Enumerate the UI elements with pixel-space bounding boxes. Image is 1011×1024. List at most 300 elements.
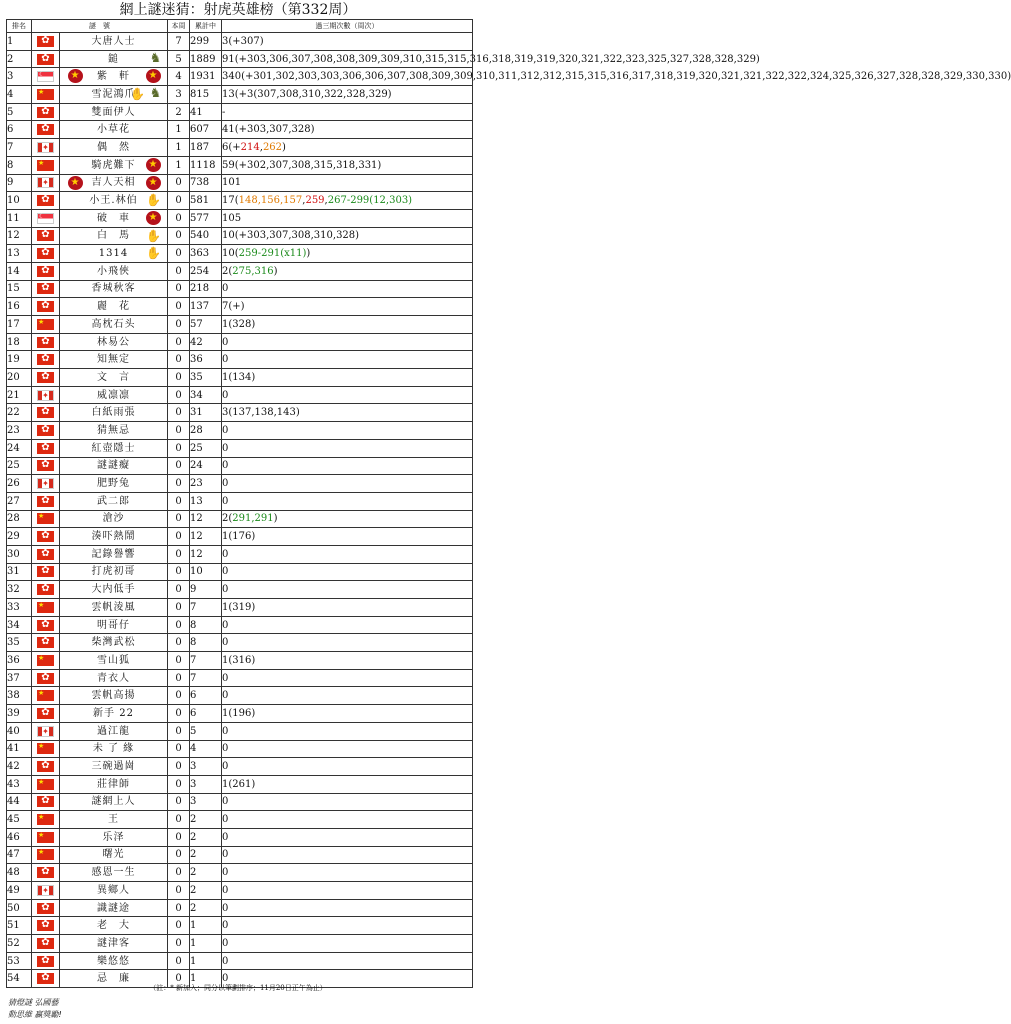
name-cell [60, 669, 168, 687]
flag-cell [32, 935, 60, 953]
name-cell [60, 386, 168, 404]
table-row [7, 705, 473, 723]
name-cell [60, 227, 168, 245]
hong-kong-flag-icon [37, 708, 54, 719]
player-name: 小王.林伯 [89, 195, 138, 207]
history-cell [222, 139, 473, 157]
table-row [7, 669, 473, 687]
name-cell [60, 775, 168, 793]
player-name: 林易公 [97, 336, 130, 348]
player-name: 雙面伊人 [91, 106, 136, 118]
history-cell [222, 245, 473, 263]
flag-cell [32, 86, 60, 104]
name-cell [60, 492, 168, 510]
total-score-cell: 137 [190, 298, 222, 316]
flag-cell [32, 864, 60, 882]
header-week: 本周 [168, 20, 190, 33]
history-segment: 0 [222, 761, 229, 773]
rank-cell: 39 [7, 705, 32, 723]
player-name: 樂悠悠 [97, 955, 130, 967]
rank-cell: 33 [7, 599, 32, 617]
rank-cell: 46 [7, 828, 32, 846]
total-score-cell: 8 [190, 616, 222, 634]
week-score-cell: 0 [168, 404, 190, 422]
china-flag-icon [37, 690, 54, 701]
week-score-cell: 0 [168, 475, 190, 493]
hong-kong-flag-icon [37, 407, 54, 418]
flag-cell [32, 50, 60, 68]
week-score-cell: 0 [168, 599, 190, 617]
week-score-cell: 0 [168, 227, 190, 245]
flag-cell [32, 333, 60, 351]
rank-cell: 27 [7, 492, 32, 510]
total-score-cell: 41 [190, 103, 222, 121]
hong-kong-flag-icon [37, 354, 54, 365]
name-cell [60, 581, 168, 599]
history-segment: ) [282, 141, 286, 153]
table-row [7, 758, 473, 776]
history-cell [222, 705, 473, 723]
player-name: 騎虎難下 [91, 159, 136, 171]
name-cell [60, 528, 168, 546]
name-cell [60, 333, 168, 351]
rank-cell: 25 [7, 457, 32, 475]
total-score-cell: 7 [190, 669, 222, 687]
rank-cell: 1 [7, 33, 32, 51]
hong-kong-flag-icon [37, 584, 54, 595]
dragon-icon [147, 51, 165, 67]
week-score-cell: 0 [168, 775, 190, 793]
history-segment: - [222, 106, 226, 118]
rank-cell: 2 [7, 50, 32, 68]
total-score-cell: 4 [190, 740, 222, 758]
total-score-cell: 2 [190, 828, 222, 846]
history-segment: 148,156,157 [238, 195, 303, 207]
singapore-flag-icon [37, 213, 54, 224]
name-cell [60, 68, 168, 86]
history-cell [222, 599, 473, 617]
history-segment: 7(+) [222, 301, 245, 313]
player-name: 破 車 [97, 212, 130, 224]
rank-cell: 11 [7, 209, 32, 227]
name-cell [60, 510, 168, 528]
hong-kong-flag-icon [37, 301, 54, 312]
total-score-cell: 10 [190, 563, 222, 581]
name-cell [60, 156, 168, 174]
history-segment: 340(+301,302,303,303,306,306,307,308,309,309,310,311,312,312,315,315,316,317,318,319,320,321,321,322,322,324,325,326,327,328,328,329,330,330) [222, 71, 1011, 83]
total-score-cell: 6 [190, 687, 222, 705]
name-cell [60, 422, 168, 440]
history-cell [222, 280, 473, 298]
flag-cell [32, 722, 60, 740]
flag-cell [32, 386, 60, 404]
name-cell [60, 103, 168, 121]
hong-kong-flag-icon [37, 531, 54, 542]
table-row [7, 952, 473, 970]
table-row [7, 439, 473, 457]
history-cell [222, 156, 473, 174]
flag-cell [32, 899, 60, 917]
rank-cell: 24 [7, 439, 32, 457]
player-name: 大内低手 [91, 584, 136, 596]
china-flag-icon [37, 160, 54, 171]
star-badge-icon [68, 176, 83, 190]
history-segment: 0 [222, 849, 229, 861]
history-cell [222, 616, 473, 634]
hong-kong-flag-icon [37, 230, 54, 241]
table-row [7, 846, 473, 864]
week-score-cell: 0 [168, 864, 190, 882]
table-row [7, 652, 473, 670]
player-name: 過江龍 [97, 725, 130, 737]
flag-cell [32, 103, 60, 121]
total-score-cell: 2 [190, 864, 222, 882]
name-cell [60, 758, 168, 776]
rank-cell: 17 [7, 316, 32, 334]
week-score-cell: 0 [168, 174, 190, 192]
hong-kong-flag-icon [37, 620, 54, 631]
player-name: 三碗過崗 [91, 761, 136, 773]
history-segment: 0 [222, 584, 229, 596]
player-name: 謎津客 [97, 937, 130, 949]
history-segment: 0 [222, 920, 229, 932]
total-score-cell: 1 [190, 917, 222, 935]
flag-cell [32, 280, 60, 298]
rank-cell: 50 [7, 899, 32, 917]
rank-cell: 10 [7, 192, 32, 210]
rank-cell: 5 [7, 103, 32, 121]
history-segment: 0 [222, 619, 229, 631]
history-segment: 214 [240, 141, 260, 153]
history-segment: 259 [305, 195, 325, 207]
rank-cell: 7 [7, 139, 32, 157]
flag-cell [32, 475, 60, 493]
header-name: 謎 號 [32, 20, 168, 33]
week-score-cell: 0 [168, 528, 190, 546]
name-cell [60, 882, 168, 900]
hong-kong-flag-icon [37, 460, 54, 471]
total-score-cell: 2 [190, 811, 222, 829]
history-segment: 0 [222, 743, 229, 755]
history-cell [222, 121, 473, 139]
history-cell [222, 50, 760, 68]
player-name: 雪泥鴻爪 [91, 88, 136, 100]
flag-cell [32, 828, 60, 846]
week-score-cell: 0 [168, 705, 190, 723]
rank-cell: 29 [7, 528, 32, 546]
table-row [7, 404, 473, 422]
flag-cell [32, 439, 60, 457]
history-segment: 6(+ [222, 141, 241, 153]
table-row [7, 811, 473, 829]
hong-kong-flag-icon [37, 637, 54, 648]
rank-cell: 12 [7, 227, 32, 245]
flag-cell [32, 952, 60, 970]
week-score-cell: 0 [168, 510, 190, 528]
name-cell [60, 209, 168, 227]
total-score-cell: 42 [190, 333, 222, 351]
rank-cell: 47 [7, 846, 32, 864]
hong-kong-flag-icon [37, 107, 54, 118]
total-score-cell: 1 [190, 952, 222, 970]
history-segment: ) [273, 513, 278, 525]
total-score-cell: 5 [190, 722, 222, 740]
hong-kong-flag-icon [37, 195, 54, 206]
table-row [7, 298, 473, 316]
history-segment: 3(137,138,143) [222, 407, 300, 419]
week-score-cell: 0 [168, 209, 190, 227]
history-segment: 259-291(x11) [238, 248, 307, 260]
week-score-cell: 0 [168, 457, 190, 475]
total-score-cell: 218 [190, 280, 222, 298]
table-row [7, 280, 473, 298]
name-cell [60, 846, 168, 864]
player-name: 記錄譽響 [91, 548, 136, 560]
total-score-cell: 1 [190, 935, 222, 953]
china-flag-icon [37, 849, 54, 860]
flag-cell [32, 882, 60, 900]
rank-cell: 42 [7, 758, 32, 776]
player-name: 乐泽 [102, 831, 125, 843]
flag-cell [32, 687, 60, 705]
table-row [7, 510, 473, 528]
week-score-cell: 0 [168, 563, 190, 581]
history-segment: 0 [222, 495, 229, 507]
rank-cell: 19 [7, 351, 32, 369]
history-cell [222, 457, 473, 475]
total-score-cell: 25 [190, 439, 222, 457]
rank-cell: 43 [7, 775, 32, 793]
history-segment: 0 [222, 424, 229, 436]
total-score-cell: 31 [190, 404, 222, 422]
player-name: 白紙雨張 [91, 407, 136, 419]
table-row [7, 457, 473, 475]
hong-kong-flag-icon [37, 761, 54, 772]
hong-kong-flag-icon [37, 796, 54, 807]
rank-cell: 4 [7, 86, 32, 104]
player-name: 白 馬 [97, 230, 130, 242]
history-cell [222, 422, 473, 440]
china-flag-icon [37, 832, 54, 843]
rank-cell: 35 [7, 634, 32, 652]
week-score-cell: 0 [168, 899, 190, 917]
player-name: 謎謎癡 [97, 460, 130, 472]
total-score-cell: 738 [190, 174, 222, 192]
week-score-cell: 0 [168, 245, 190, 263]
table-row [7, 616, 473, 634]
history-segment: 0 [222, 460, 229, 472]
flag-cell [32, 209, 60, 227]
name-cell [60, 687, 168, 705]
player-name: 吉人天相 [91, 177, 136, 189]
canada-flag-icon [37, 390, 54, 401]
player-name: 雲帆淩風 [91, 601, 136, 613]
week-score-cell: 5 [168, 50, 190, 68]
rank-cell: 8 [7, 156, 32, 174]
rank-cell: 22 [7, 404, 32, 422]
total-score-cell: 7 [190, 599, 222, 617]
flag-cell [32, 652, 60, 670]
history-segment: 1(176) [222, 531, 256, 543]
history-cell [222, 510, 473, 528]
table-row [7, 545, 473, 563]
history-cell [222, 758, 473, 776]
name-cell [60, 280, 168, 298]
hong-kong-flag-icon [37, 867, 54, 878]
player-name: 肥野兔 [97, 478, 130, 490]
week-score-cell: 0 [168, 722, 190, 740]
history-cell [222, 740, 473, 758]
player-name: 感恩一生 [91, 867, 136, 879]
flag-cell [32, 705, 60, 723]
china-flag-icon [37, 319, 54, 330]
name-cell [60, 811, 168, 829]
flag-cell [32, 245, 60, 263]
star-badge-icon [146, 158, 161, 172]
table-row [7, 316, 473, 334]
history-segment: 0 [222, 478, 229, 490]
history-cell [222, 563, 473, 581]
week-score-cell: 1 [168, 156, 190, 174]
history-cell [222, 333, 473, 351]
canada-flag-icon [37, 726, 54, 737]
rank-cell: 53 [7, 952, 32, 970]
flag-cell [32, 369, 60, 387]
canada-flag-icon [37, 142, 54, 153]
table-row [7, 156, 473, 174]
week-score-cell: 0 [168, 652, 190, 670]
singapore-flag-icon [37, 71, 54, 82]
week-score-cell: 0 [168, 298, 190, 316]
rank-cell: 41 [7, 740, 32, 758]
flag-cell [32, 174, 60, 192]
total-score-cell: 1889 [190, 50, 222, 68]
total-score-cell: 2 [190, 882, 222, 900]
player-name: 莊律師 [97, 778, 130, 790]
player-name: 知無定 [97, 354, 130, 366]
table-row [7, 351, 473, 369]
history-cell [222, 687, 473, 705]
star-badge-icon [146, 211, 161, 225]
china-flag-icon [37, 602, 54, 613]
total-score-cell: 363 [190, 245, 222, 263]
hong-kong-flag-icon [37, 496, 54, 507]
player-name: 小草花 [97, 124, 130, 136]
week-score-cell: 4 [168, 68, 190, 86]
history-segment: 0 [222, 867, 229, 879]
hand-icon [146, 193, 161, 207]
total-score-cell: 1 [190, 970, 222, 988]
table-row [7, 121, 473, 139]
name-cell [60, 545, 168, 563]
total-score-cell: 36 [190, 351, 222, 369]
header-total: 累計中 [190, 20, 222, 33]
history-segment: 101 [222, 177, 242, 189]
rank-cell: 18 [7, 333, 32, 351]
total-score-cell: 2 [190, 899, 222, 917]
history-segment: 1(319) [222, 601, 256, 613]
name-cell [60, 457, 168, 475]
hong-kong-flag-icon [37, 283, 54, 294]
table-row [7, 740, 473, 758]
rank-cell: 30 [7, 545, 32, 563]
ranking-table [6, 19, 1011, 988]
history-cell [222, 86, 473, 104]
rank-cell: 51 [7, 917, 32, 935]
name-cell [60, 262, 168, 280]
table-row [7, 103, 473, 121]
history-cell [222, 386, 473, 404]
table-row [7, 386, 473, 404]
name-cell [60, 298, 168, 316]
player-name: 大唐人士 [91, 35, 136, 47]
history-cell [222, 775, 473, 793]
history-segment: 262 [262, 141, 283, 153]
hong-kong-flag-icon [37, 920, 54, 931]
hong-kong-flag-icon [37, 337, 54, 348]
table-row [7, 775, 473, 793]
total-score-cell: 12 [190, 545, 222, 563]
star-badge-icon [68, 69, 83, 83]
total-score-cell: 577 [190, 209, 222, 227]
history-segment: 291,291 [232, 513, 274, 525]
table-row [7, 722, 473, 740]
hong-kong-flag-icon [37, 266, 54, 277]
flag-cell [32, 492, 60, 510]
flag-cell [32, 262, 60, 280]
total-score-cell: 607 [190, 121, 222, 139]
player-name: 小飛俠 [97, 265, 130, 277]
player-name: 文 言 [97, 371, 130, 383]
hong-kong-flag-icon [37, 248, 54, 259]
week-score-cell: 0 [168, 316, 190, 334]
name-cell [60, 917, 168, 935]
week-score-cell: 0 [168, 846, 190, 864]
history-segment: , [324, 195, 328, 207]
total-score-cell: 12 [190, 528, 222, 546]
hong-kong-flag-icon [37, 54, 54, 65]
canada-flag-icon [37, 885, 54, 896]
table-row [7, 86, 473, 104]
flag-cell [32, 298, 60, 316]
table-row [7, 634, 473, 652]
history-cell [222, 192, 473, 210]
history-segment: 267-299(12,303) [327, 195, 413, 207]
total-score-cell: 3 [190, 758, 222, 776]
player-name: 滄沙 [102, 513, 125, 525]
history-segment: 10( [222, 248, 239, 260]
flag-cell [32, 528, 60, 546]
week-score-cell: 0 [168, 793, 190, 811]
history-cell [222, 262, 473, 280]
hong-kong-flag-icon [37, 903, 54, 914]
week-score-cell: 0 [168, 634, 190, 652]
week-score-cell: 0 [168, 952, 190, 970]
flag-cell [32, 351, 60, 369]
week-score-cell: 0 [168, 811, 190, 829]
history-segment: 0 [222, 442, 229, 454]
week-score-cell: 0 [168, 333, 190, 351]
history-segment: , [302, 195, 306, 207]
history-segment: 2( [222, 513, 233, 525]
flag-cell [32, 68, 60, 86]
player-name: 紅壺隱士 [91, 442, 136, 454]
history-segment: 0 [222, 973, 229, 985]
flag-cell [32, 634, 60, 652]
player-name: 曙光 [102, 849, 125, 861]
hong-kong-flag-icon [37, 36, 54, 47]
name-cell [60, 33, 168, 51]
